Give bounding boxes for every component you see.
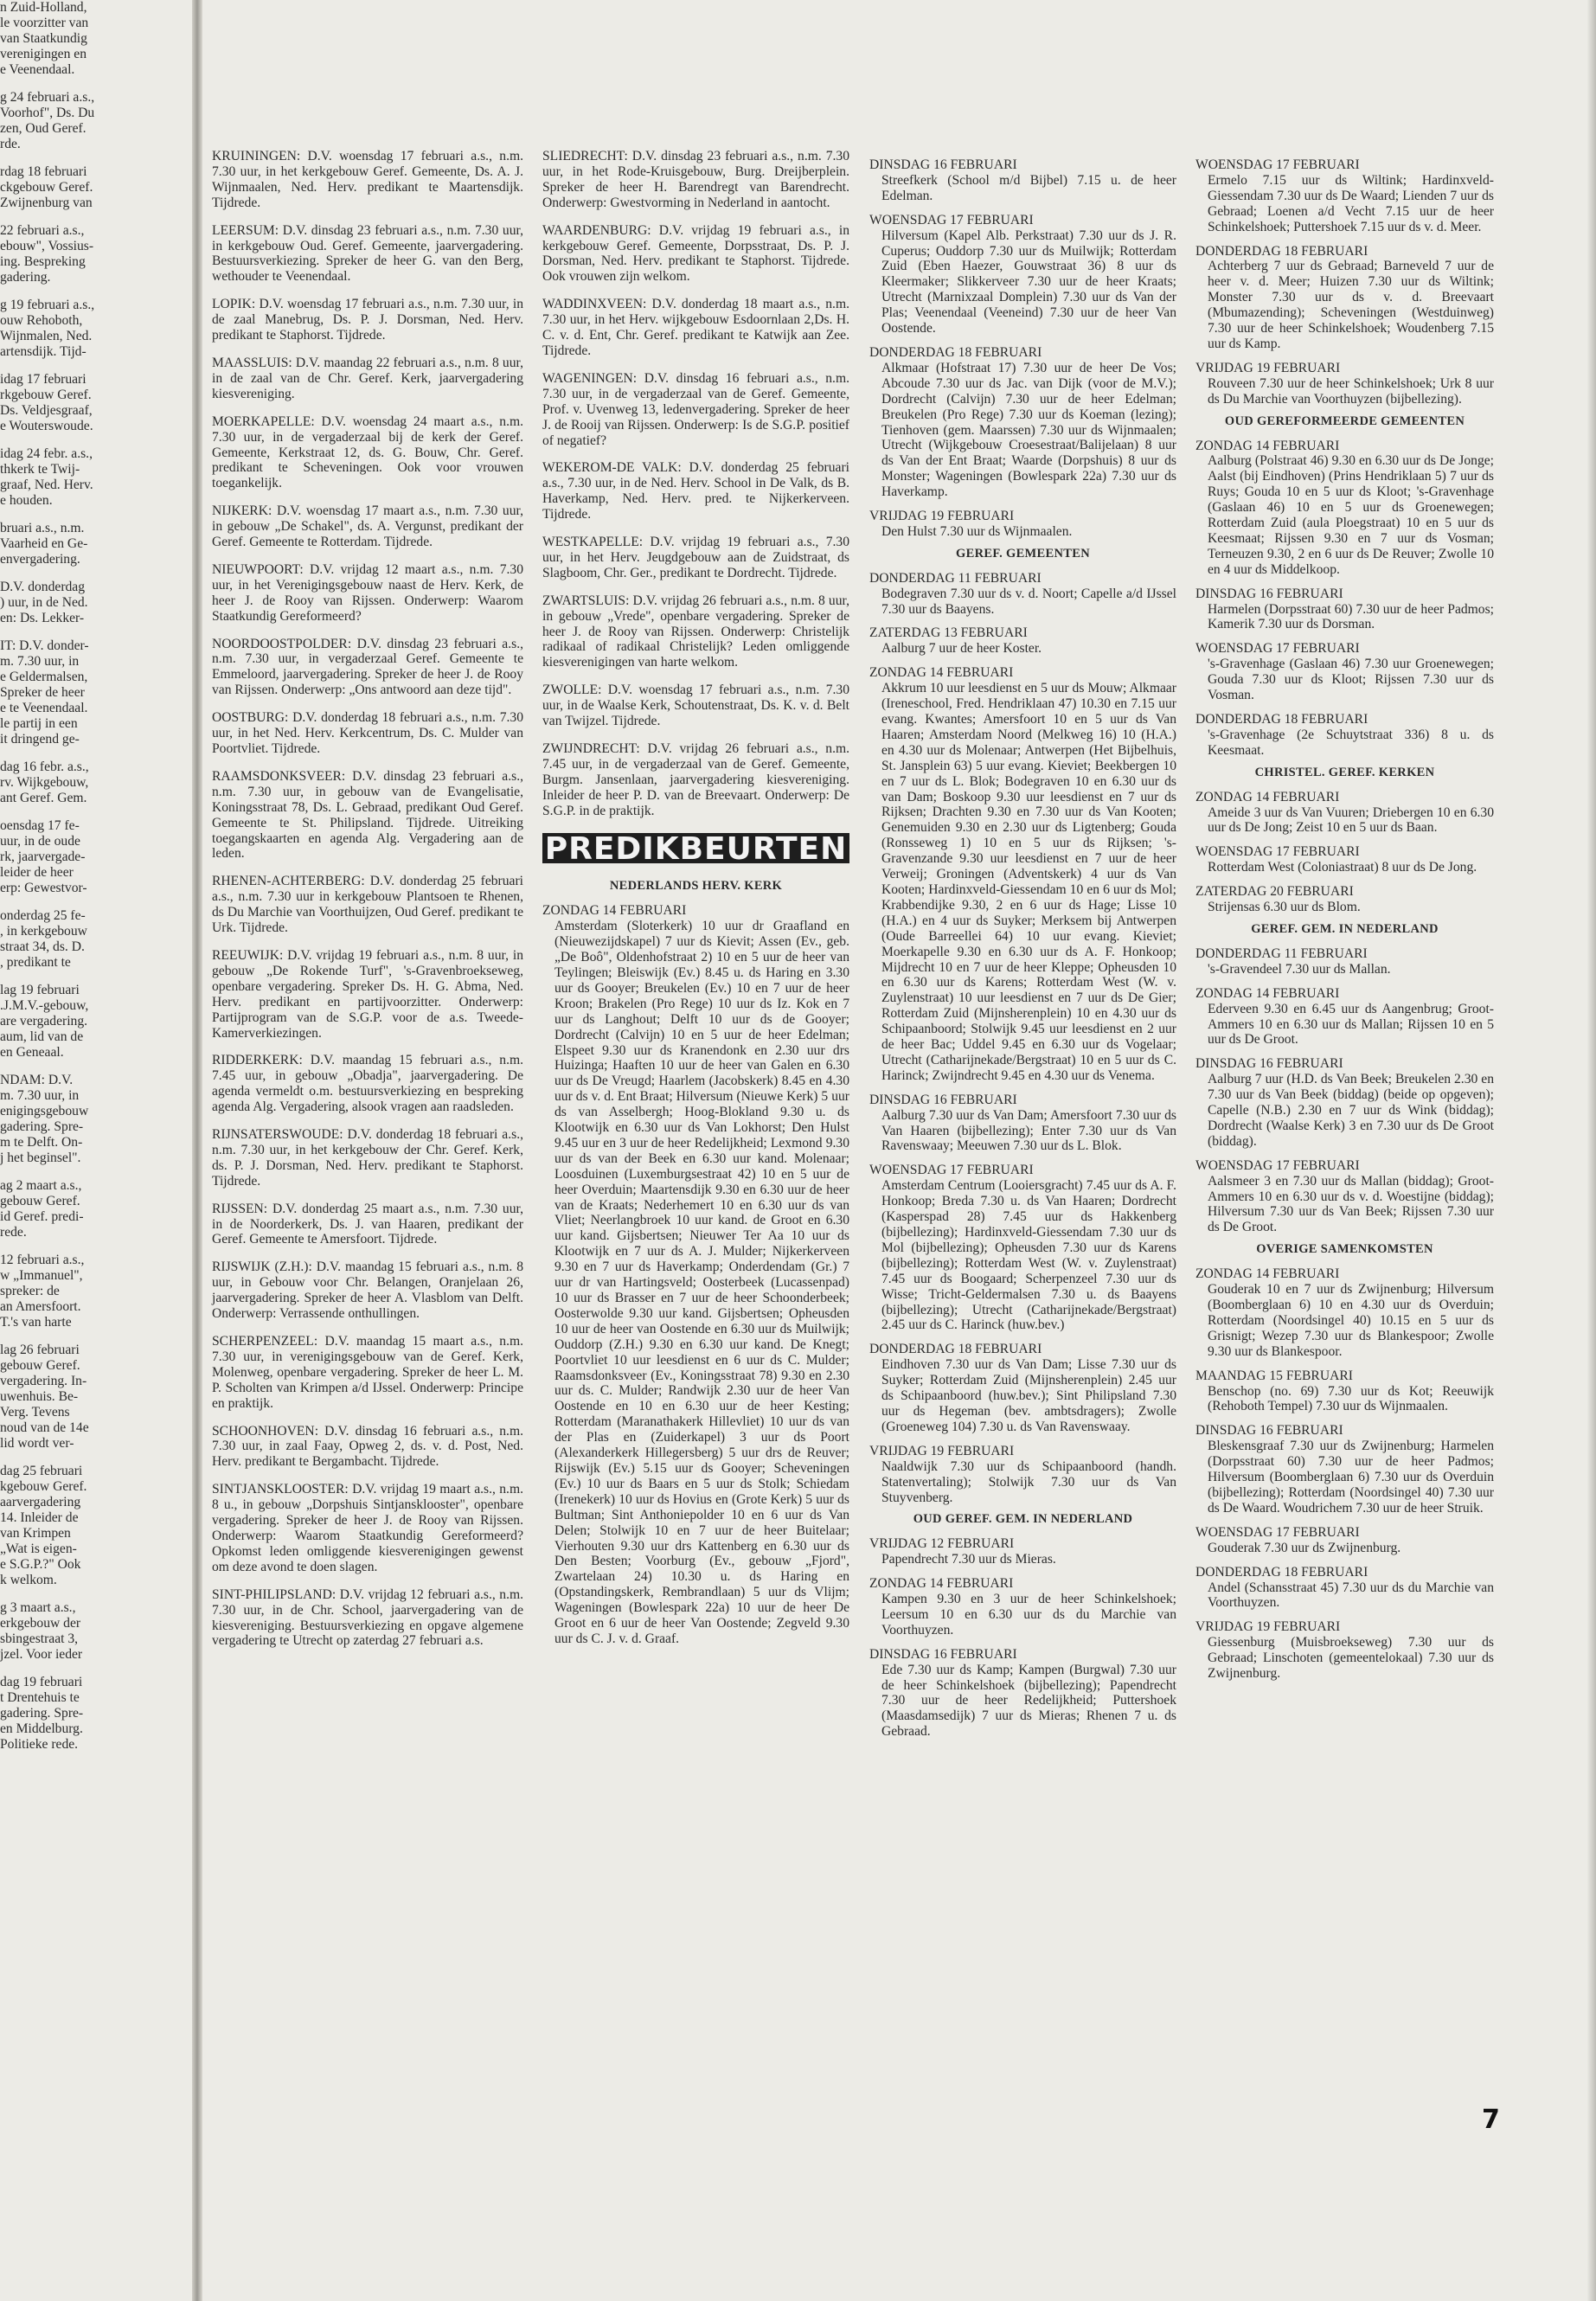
meeting-notice: SCHOONHOVEN: D.V. dinsdag 16 februari a.s., n.m. 7.30 uur, in zaal Faay, Opweg 2, ds. v. d. Post, Ned. Herv. predikant te Bergambacht. Tijdrede. [212, 1423, 523, 1470]
service-day-heading: VRIJDAG 19 FEBRUARI [869, 509, 1015, 524]
meeting-notice: RHENEN-ACHTERBERG: D.V. donderdag 25 februari a.s., n.m. 7.30 uur in kerkgebouw Plantsoen te Rhenen, ds Du Marchie van Voorthuijzen, Oud Geref. predikant te Urk. Tijdrede. [212, 874, 523, 936]
service-day-heading: ZONDAG 14 FEBRUARI [1195, 985, 1340, 1001]
service-listing: Bodegraven 7.30 uur ds v. d. Noort; Capelle a/d IJssel 7.30 uur ds Baayens. [881, 586, 1176, 617]
service-listing: 's-Gravenhage (2e Schuytstraat 336) 8 u. ds Keesmaat. [1208, 727, 1494, 758]
service-day-heading: WOENSDAG 17 FEBRUARI [869, 1163, 1034, 1178]
service-listing: Amsterdam Centrum (Looiersgracht) 7.45 uur ds A. F. Honkoop; Breda 7.30 u. ds Van Haaren; Dordrecht (Kasperspad 28) 7.45 uur ds Hakkenberg (bijbellezing); Hardinxveld-Giessendam 7.30 uur ds Mol (bijbellezing); Opheusden 7.30 uur ds Karens (bijbellezing); Rotterdam West (W. v. Zuylenstraat) 7.45 uur ds Boogaard; Scherpenzeel 7.30 uur ds Wisse; Tricht-Geldermalsen 7.30 u. ds Baayens (bijbellezing); Utrecht (Catharijnekade/Bergstraat) 2.45 uur ds C. Harinck (huw.bev.) [881, 1178, 1176, 1333]
meeting-notice: NIJKERK: D.V. woensdag 17 maart a.s., n.m. 7.30 uur, in gebouw „De Schakel", ds. A. Vergunst, predikant der Geref. Gemeente te Rotterdam. Tijdrede. [212, 503, 523, 550]
service-day-heading: ZONDAG 14 FEBRUARI [869, 665, 1014, 681]
meeting-notice: WAGENINGEN: D.V. dinsdag 16 februari a.s., n.m. 7.30 uur, in de vergaderzaal van de Geref. Gemeente, Prof. v. Uvenweg 13, ledenvergadering. Spreker de heer J. de Rooij van Rijssen. Onderwerp: Is de S.G.P. positief of negatief? [542, 370, 849, 448]
service-listing: Bleskensgraaf 7.30 uur ds Zwijnenburg; Harmelen (Dorpsstraat 60) 7.30 uur de heer Padmos; Hilversum (Boomberglaan 6) 7.30 uur ds Overduin (bijbellezing); Rotterdam (Noordsingel 40) 7.30 uur ds De Waard. Woudrichem 7.30 uur de heer Struik. [1208, 1439, 1494, 1516]
cropped-notice-fragment: g 24 februari a.s., Voorhof", Ds. Du zen, Oud Geref. rde. [0, 90, 95, 151]
banner-predikbeurten: PREDIKBEURTEN [542, 833, 849, 864]
column-meetings-1 [212, 149, 523, 1661]
service-day-heading: DONDERDAG 18 FEBRUARI [869, 344, 1042, 360]
page-gutter [192, 0, 202, 2301]
service-listing: Strijensas 6.30 uur ds Blom. [1208, 900, 1361, 915]
service-day-heading: WOENSDAG 17 FEBRUARI [869, 212, 1034, 228]
service-listing: Aalburg 7 uur (H.D. ds Van Beek; Breukelen 2.30 en 7.30 uur ds Van Beek (biddag) (beide op opgeven); Capelle (N.B.) 2.30 en 7 uur ds Wink (biddag); Dordrecht (Waalse Kerk) 3 en 7.30 uur ds De Groot (biddag). [1208, 1072, 1494, 1149]
cropped-notice-fragment: 12 februari a.s., w „Immanuel", spreker: de an Amersfoort. T.'s van harte [0, 1253, 85, 1330]
service-listing: Ede 7.30 uur ds Kamp; Kampen (Burgwal) 7.30 uur de heer Schinkelshoek (bijbellezing); Papendrecht 7.30 uur de heer Redelijkheid; Puttershoek (Maasdamsedijk) 7 uur ds Mieras; Rhenen 7 u. ds Gebraad. [881, 1662, 1176, 1740]
service-listing: Harmelen (Dorpsstraat 60) 7.30 uur de heer Padmos; Kamerik 7.30 uur ds Dorsman. [1208, 601, 1494, 632]
church-section-heading: GEREF. GEM. IN NEDERLAND [1251, 921, 1439, 936]
service-listing: Aalburg 7 uur de heer Koster. [881, 641, 1042, 657]
meeting-notice: SINTJANSKLOOSTER: D.V. vrijdag 19 maart a.s., n.m. 8 u., in gebouw „Dorpshuis Sintjansklooster", openbare vergadering. Spreker de heer J. de Rooy van Rijssen. Onderwerp: Waarom Staatkundig Gereformeerd? Opkomst leden omliggende kiesverenigingen gewenst om deze avond te doen slagen. [212, 1482, 523, 1574]
meeting-notice: KRUININGEN: D.V. woensdag 17 februari a.s., n.m. 7.30 uur, in het kerkgebouw Geref. Gemeente, Ds. A. J. Wijnmaalen, Ned. Herv. predikant te Maartensdijk. Tijdrede. [212, 149, 523, 210]
meeting-notice: LOPIK: D.V. woensdag 17 februari a.s., n.m. 7.30 uur, in de zaal Manebrug, Ds. P. J. Dorsman, Ned. Herv. predikant te Staphorst. Tijdrede. [212, 297, 523, 343]
service-day-heading: ZONDAG 14 FEBRUARI [869, 1576, 1014, 1592]
service-day-heading: WOENSDAG 17 FEBRUARI [1195, 641, 1360, 657]
service-listing: Papendrecht 7.30 uur ds Mieras. [881, 1552, 1056, 1567]
service-day-heading: DINSDAG 16 FEBRUARI [1195, 586, 1343, 601]
service-day-heading: DINSDAG 16 FEBRUARI [1195, 1423, 1343, 1439]
meeting-notice: WAARDENBURG: D.V. vrijdag 19 februari a.s., in kerkgebouw Geref. Gemeente, Dorpsstraat, Ds. P. J. Dorsman, Ned. Herv. predikant te Staphorst. Tijdrede. Ook vrouwen zijn welkom. [542, 222, 849, 285]
meeting-notice: WEKEROM-DE VALK: D.V. donderdag 25 februari a.s., 7.30 uur, in de Ned. Herv. School in De Valk, ds B. Haverkamp, Ned. Herv. pred. te Nijkerkerveen. Tijdrede. [542, 460, 849, 522]
page-number: 7 [1482, 2105, 1500, 2135]
service-listing: Hilversum (Kapel Alb. Perkstraat) 7.30 uur ds J. R. Cuperus; Ouddorp 7.30 uur ds Muilwijk; Rotterdam Zuid (Eben Haezer, Gouwstraat 36) 8 uur ds Kleermaker; Slikkerveer 7.30 uur de heer Kraats; Utrecht (Marnixzaal Domplein) 7.30 uur ds Van der Plas; Veenendaal (Veeneind) 7.30 uur de heer Van Oostende. [881, 228, 1176, 336]
service-day-heading: ZATERDAG 13 FEBRUARI [869, 625, 1028, 641]
cropped-notice-fragment: IT: D.V. donder- m. 7.30 uur, in e Geldermalsen, Spreker de heer e te Veenendaal. le partij in een it dringend ge- [0, 638, 89, 747]
church-section-heading: CHRISTEL. GEREF. KERKEN [1254, 765, 1435, 779]
church-section-heading: OVERIGE SAMENKOMSTEN [1256, 1242, 1433, 1257]
page-edge-shadow [1587, 0, 1596, 2301]
service-day-heading: DONDERDAG 11 FEBRUARI [1195, 945, 1368, 961]
service-day-heading: DONDERDAG 18 FEBRUARI [1195, 1564, 1368, 1580]
service-day-heading: WOENSDAG 17 FEBRUARI [1195, 1157, 1360, 1173]
church-section-heading: GEREF. GEMEENTEN [956, 546, 1090, 561]
meeting-notice: RIDDERKERK: D.V. maandag 15 februari a.s., n.m. 7.45 uur, in gebouw „Obadja", jaarvergadering. De agenda vermeldt o.m. bestuursverkiezing en bespreking agenda Alg. Vergadering, alsook vragen aan raadsleden. [212, 1053, 523, 1115]
service-day-heading: ZONDAG 14 FEBRUARI [542, 903, 687, 919]
service-listing: Ermelo 7.15 uur ds Wiltink; Hardinxveld-Giessendam 7.30 uur ds De Waard; Lienden 7 uur ds Gebraad; Loenen a/d Vecht 7.15 uur de heer Schinkelshoek; Puttershoek 7.15 uur ds v. d. Meer. [1208, 172, 1494, 234]
service-day-heading: DONDERDAG 18 FEBRUARI [1195, 712, 1368, 727]
service-day-heading: ZATERDAG 20 FEBRUARI [1195, 884, 1354, 900]
service-listing: Akkrum 10 uur leesdienst en 5 uur ds Mouw; Alkmaar (Ireneschool, Fred. Hendriklaan 47) 10.30 en 7.15 uur evang. Kwantes; Amersfoort 10 en 5 uur ds Van Haaren; Amsterdam Noord (Melkweg 16) 10 (H.A.) en 4.30 uur ds Molenaar; Antwerpen (Het Bijbelhuis, St. Jansplein 63) 5 uur evang. Kieviet; Beekbergen 10 en 7 uur ds L. Blok; Bodegraven 10 en 6.30 uur ds van Dam; Boskoop 9.30 uur leesdienst en 7 uur ds Rijksen; Drachten 9.30 en 7.30 uur ds Van Kooten; Genemuiden 9.30 en 2.30 uur ds Ligtenberg; Gouda (Ronsseweg 1) 10 en 5 uur ds Rijksen; 's-Gravenzande 9.30 uur leesdienst en 7 uur de heer Verweij; Groningen (Adventskerk) 4 uur ds Van Kooten; Hardinxveld-Giessendam 10 en 6 uur ds Mol; Krabbendijke 9.30, 2 en 6 uur ds Hage; Lisse 10 (H.A.) en 4 uur ds Suyker; Merksem bij Antwerpen (Oude Barreellei 64) 10 uur evang. Kieviet; Moerkapelle 9.30 en 6.30 uur ds A. F. Honkoop; Mijdrecht 10 en 7 uur de heer Kleppe; Opheusden 10 en 6.30 uur ds Karens; Rotterdam West (W. v. Zuylenstraat) 10 uur leesdienst en 7 uur ds De Gier; Rotterdam Zuid (Mijnsherenplein) 10 en 4.30 uur ds Schipaanboord; Stolwijk 9.45 uur leesdienst en 2 uur de heer Bac; Uddel 9.45 en 6.30 uur ds Vogelaar; Utrecht (Catharijnekade/Bergstraat) 10 en 5 uur ds C. Harinck; Zwijndrecht 9.45 en 4.30 uur ds Venema. [881, 681, 1176, 1083]
service-listing: Naaldwijk 7.30 uur ds Schipaanboord (handh. Statenvertaling); Stolwijk 7.30 uur ds Van Stuyvenberg. [881, 1458, 1176, 1505]
service-listing: 's-Gravendeel 7.30 uur ds Mallan. [1208, 961, 1391, 977]
meeting-notice: NIEUWPOORT: D.V. vrijdag 12 maart a.s., n.m. 7.30 uur, in het Verenigingsgebouw naast de Herv. Kerk, de heer J. de Rooy van Rijssen. Onderwerp: Waarom Staatkundig Gereformeerd? [212, 561, 523, 624]
cropped-notice-fragment: NDAM: D.V. m. 7.30 uur, in enigingsgebouw gadering. Spre- m te Delft. On- j het beginsel". [0, 1073, 89, 1165]
meeting-notice: SLIEDRECHT: D.V. dinsdag 23 februari a.s., n.m. 7.30 uur, in het Rode-Kruisgebouw, Burg. Dreijberplein. Spreker de heer H. Barendregt van Barendrecht. Onderwerp: Gwestvorming in Nederland in aantocht. [542, 149, 849, 210]
cropped-notice-fragment: g 3 maart a.s., erkgebouw der sbingestraat 3, jzel. Voor ieder [0, 1600, 83, 1662]
cropped-notice-fragment: oensdag 17 fe- uur, in de oude rk, jaarvergade- leider de heer erp: Gewestvor- [0, 818, 87, 895]
meeting-notice: MAASSLUIS: D.V. maandag 22 februari a.s., n.m. 8 uur, in de zaal van de Chr. Geref. Kerk, jaarvergadering kiesvereniging. [212, 355, 523, 401]
service-day-heading: ZONDAG 14 FEBRUARI [1195, 1266, 1340, 1282]
meeting-notice: WESTKAPELLE: D.V. vrijdag 19 februari a.s., 7.30 uur, in het Herv. Jeugdgebouw aan de Zuidstraat, ds Slagboom, Chr. Ger., predikant te Dordrecht. Tijdrede. [542, 535, 849, 580]
service-listing: Rouveen 7.30 uur de heer Schinkelshoek; Urk 8 uur ds Du Marchie van Voorthuyzen (bijbellezing). [1208, 375, 1494, 407]
service-listing: Andel (Schansstraat 45) 7.30 uur ds du Marchie van Voorthuyzen. [1208, 1580, 1494, 1611]
cropped-notice-fragment: dag 25 februari kgebouw Geref. aarvergadering 14. Inleider de van Krimpen „Wat is eigen- e S.G.P.?" Ook k welkom. [0, 1464, 87, 1587]
meeting-notice: ZWOLLE: D.V. woensdag 17 februari a.s., n.m. 7.30 uur, in de Waalse Kerk, Schoutenstraat, Ds. K. v. d. Belt van Twijzel. Tijdrede. [542, 683, 849, 729]
meeting-notice: SCHERPENZEEL: D.V. maandag 15 maart a.s., n.m. 7.30 uur, in verenigingsgebouw van de Geref. Kerk, Molenweg, openbare vergadering. Spreker de heer L. M. P. Scholten van Krimpen a/d IJssel. Onderwerp: Principe en praktijk. [212, 1334, 523, 1411]
service-listing: Giessenburg (Muisbroekseweg) 7.30 uur ds Gebraad; Linschoten (gemeentelokaal) 7.30 uur ds Zwijnenburg. [1208, 1635, 1494, 1682]
meeting-notice: RAAMSDONKSVEER: D.V. dinsdag 23 februari a.s., n.m. 7.30 uur, in gebouw van de Evangelisatie, Koningsstraat 78, Ds. L. Gebraad, predikant Oud Geref. Gemeente te St. Philipsland. Tijdrede. Uitreiking toegangskaarten en agenda Alg. Vergadering aan de leden. [212, 768, 523, 862]
service-listing: Alkmaar (Hofstraat 17) 7.30 uur de heer De Vos; Abcoude 7.30 uur ds Jac. van Dijk (voor de M.V.); Dordrecht (Calvijn) 7.30 uur de heer Edelman; Breukelen (Pro Rege) 7.30 uur ds Koeman (lezing); Tienhoven (gem. Maarssen) 7.30 uur ds Wijnmaalen; Utrecht (Wijkgebouw Croesestraat/Balijelaan) 8 uur ds Van der Ent Braat; Waarde (Dorpshuis) 8 uur ds Monster; Wageningen (Bowlespark 22a) 7.30 uur ds Haverkamp. [881, 360, 1176, 500]
meeting-notice: WADDINXVEEN: D.V. donderdag 18 maart a.s., n.m. 7.30 uur, in het Herv. wijkgebouw Esdoornlaan 2,Ds. H. C. v. d. Ent, Chr. Geref. predikant te Katwijk aan Zee. Tijdrede. [542, 297, 849, 358]
service-listing: Aalburg (Polstraat 46) 9.30 en 6.30 uur ds De Jonge; Aalst (bij Eindhoven) (Prins Hendriklaan 5) 7 uur ds Ruys; Gouda 10 en 5 uur ds Kloot; 's-Gravenhage (Gaslaan 46) 10 en 5 uur ds Groenewegen; Rotterdam Zuid (aula Ploegstraat) 10 en 5 uur ds Keesmaat; Rijssen 9.30 en 7 uur ds Vosman; Terneuzen 9.30, 2 en 6 uur ds De Reuver; Zwolle 10 en 4 uur ds Middelkoop. [1208, 453, 1494, 577]
sermon-listings-start [542, 879, 849, 1646]
column-meetings-2-list [542, 149, 849, 819]
cropped-notice-fragment: ag 2 maart a.s., gebouw Geref. id Geref. predi- rede. [0, 1178, 84, 1240]
service-day-heading: DINSDAG 16 FEBRUARI [1195, 1056, 1343, 1072]
meeting-notice: MOERKAPELLE: D.V. woensdag 24 maart a.s., n.m. 7.30 uur, in de vergaderzaal bij de kerk der Geref. Gemeente, Kerkstraat 12, ds. G. Bouw, Chr. Geref. predikant te Scheveningen. Ook voor vrouwen toegankelijk. [212, 413, 523, 491]
cropped-notice-fragment: rdag 18 februari ckgebouw Geref. Zwijnenburg van [0, 164, 93, 210]
service-listing: Benschop (no. 69) 7.30 uur ds Kot; Reeuwijk (Rehoboth Tempel) 7.30 uur ds Wijnmaalen. [1208, 1383, 1494, 1414]
meeting-notice: RIJSSEN: D.V. donderdag 25 maart a.s., n.m. 7.30 uur, in de Noorderkerk, Ds. J. van Haaren, predikant der Geref. Gemeente te Amersfoort. Tijdrede. [212, 1201, 523, 1247]
meeting-notice: REEUWIJK: D.V. vrijdag 19 februari a.s., n.m. 8 uur, in gebouw „De Rokende Turf", 's-Gravenbroekseweg, openbare vergadering. Spreker Ds. H. G. Abma, Ned. Herv. predikant en partijvoorzitter. Onderwerp: Partijprogram van de S.G.P. voor de a.s. Tweede-Kamerverkiezingen. [212, 947, 523, 1041]
church-section-heading: OUD GEREF. GEM. IN NEDERLAND [913, 1512, 1133, 1527]
service-day-heading: DINSDAG 16 FEBRUARI [869, 1092, 1017, 1107]
cropped-notice-fragment: dag 19 februari t Drentehuis te gadering. Spre- en Middelburg. Politieke rede. [0, 1675, 84, 1752]
column-sermons-1 [869, 149, 1176, 1743]
cropped-notice-fragment: idag 24 febr. a.s., thkerk te Twij- graaf, Ned. Herv. e houden. [0, 446, 93, 508]
cropped-notice-fragment: n Zuid-Holland, le voorzitter van van Staatkundig verenigingen en e Veenendaal. [0, 0, 89, 77]
cropped-notice-fragment: bruari a.s., n.m. Vaarheid en Ge- envergadering. [0, 521, 88, 567]
service-day-heading: WOENSDAG 17 FEBRUARI [1195, 1524, 1360, 1540]
cropped-notice-fragment: D.V. donderdag ) uur, in de Ned. en: Ds. Lekker- [0, 580, 88, 625]
service-listing: Gouderak 10 en 7 uur ds Zwijnenburg; Hilversum (Boomberglaan 6) 10 en 4.30 uur ds Overduin; Rotterdam (Noordsingel 40) 10.15 en 5 uur ds Grisnigt; Wezep 7.30 uur ds Blankespoor; Zwolle 9.30 uur ds Blankespoor. [1208, 1282, 1494, 1359]
meeting-notice: OOSTBURG: D.V. donderdag 18 februari a.s., n.m. 7.30 uur, in het Ned. Herv. Kerkcentrum, Ds. C. Mulder van Poortvliet. Tijdrede. [212, 710, 523, 756]
service-day-heading: DONDERDAG 18 FEBRUARI [869, 1342, 1042, 1357]
service-day-heading: WOENSDAG 17 FEBRUARI [1195, 157, 1360, 172]
service-listing: 's-Gravenhage (Gaslaan 46) 7.30 uur Groenewegen; Gouda 7.30 uur ds Kloot; Rijssen 7.30 uur ds Vosman. [1208, 657, 1494, 703]
service-listing: Rotterdam West (Coloniastraat) 8 uur ds De Jong. [1208, 860, 1477, 875]
service-listing: Aalburg 7.30 uur ds Van Dam; Amersfoort 7.30 uur ds Van Haaren (bijbellezing); Enter 7.30 uur ds Van Ravenswaay; Meeuwen 7.30 uur ds L. Blok. [881, 1107, 1176, 1154]
column-meetings-2 [542, 149, 849, 1650]
service-listing: Eindhoven 7.30 uur ds Van Dam; Lisse 7.30 uur ds Suyker; Rotterdam Zuid (Mijnsherenplein) 2.45 uur ds Schipaanboord (huw.bev.); Sint Philipsland 7.30 uur ds Hegeman (bev. ambtsdragers); Zwolle (Groeneweg 104) 7.30 u. ds Van Ravenswaay. [881, 1357, 1176, 1434]
service-listing: Ederveen 9.30 en 6.45 uur ds Aangenbrug; Groot-Ammers 10 en 6.30 uur ds Mallan; Rijssen 10 en 5 uur ds De Groot. [1208, 1001, 1494, 1048]
meeting-notice: RIJNSATERSWOUDE: D.V. donderdag 18 februari a.s., n.m. 7.30 uur, in het kerkgebouw der Chr. Geref. Kerk, ds. P. J. Dorsman, Ned. Herv. predikant te Staphorst. Tijdrede. [212, 1127, 523, 1189]
meeting-notice: NOORDOOSTPOLDER: D.V. dinsdag 23 februari a.s., n.m. 7.30 uur, in vergaderzaal Geref. Gemeente te Emmeloord, jaarvergadering. Spreker de heer J. de Rooy van Rijssen. Onderwerp: „Ons antwoord aan deze tijd". [212, 636, 523, 698]
service-day-heading: ZONDAG 14 FEBRUARI [1195, 438, 1340, 453]
service-listing: Ameide 3 uur ds Van Vuuren; Driebergen 10 en 6.30 uur ds De Jong; Zeist 10 en 5 uur ds Baan. [1208, 804, 1494, 836]
service-day-heading: DONDERDAG 11 FEBRUARI [869, 570, 1042, 586]
cropped-notice-fragment: g 19 februari a.s., ouw Rehoboth, Wijnmalen, Ned. artensdijk. Tijd- [0, 298, 95, 359]
service-listing: Gouderak 7.30 uur ds Zwijnenburg. [1208, 1540, 1401, 1555]
service-day-heading: VRIJDAG 19 FEBRUARI [1195, 360, 1341, 375]
cropped-notice-fragment: idag 17 februari rkgebouw Geref. Ds. Veldjesgraaf, e Wouterswoude. [0, 372, 93, 433]
cropped-notice-fragment: lag 19 februari .J.M.V.-gebouw, are vergadering. aum, lid van de en Geneaal. [0, 983, 89, 1060]
service-listing: Den Hulst 7.30 uur ds Wijnmaalen. [881, 523, 1073, 539]
meeting-notice: RIJSWIJK (Z.H.): D.V. maandag 15 februari a.s., n.m. 8 uur, in Gebouw voor Chr. Belangen, Oranjelaan 26, jaarvergadering. Spreker de heer A. Vlasblom van Delft. Onderwerp: Verrassende onthullingen. [212, 1259, 523, 1322]
cropped-notice-fragment: onderdag 25 fe- , in kerkgebouw straat 34, ds. D. , predikant te [0, 908, 87, 970]
cropped-notice-fragment: 22 februari a.s., ebouw", Vossius- ing. Bespreking gadering. [0, 223, 94, 285]
service-day-heading: VRIJDAG 12 FEBRUARI [869, 1536, 1015, 1552]
church-section-heading: OUD GEREFORMEERDE GEMEENTEN [1224, 413, 1465, 428]
service-day-heading: VRIJDAG 19 FEBRUARI [1195, 1619, 1341, 1635]
service-listing: Achterberg 7 uur ds Gebraad; Barneveld 7 uur de heer v. d. Meer; Huizen 7.30 uur ds Wiltink; Monster 7.30 uur ds v. d. Breevaart (Mbumazending); Scheveningen (Westduinweg) 7.30 uur de heer Schinkelshoek; Woudenberg 7.15 uur ds Kamp. [1208, 259, 1494, 351]
service-day-heading: DONDERDAG 18 FEBRUARI [1195, 243, 1368, 259]
column-sermons-2 [1195, 149, 1494, 1685]
service-listing: Streefkerk (School m/d Bijbel) 7.15 u. de heer Edelman. [881, 172, 1176, 203]
service-day-heading: ZONDAG 14 FEBRUARI [1195, 789, 1340, 804]
service-day-heading: DINSDAG 16 FEBRUARI [869, 1646, 1017, 1662]
left-page-column [0, 0, 186, 1753]
meeting-notice: SINT-PHILIPSLAND: D.V. vrijdag 12 februari a.s., n.m. 7.30 uur, in de Chr. School, jaarvergadering van de kiesvereniging. Bestuursverkiezing en opgave algemene vergadering te Utrecht op zaterdag 27 februari a.s. [212, 1586, 523, 1649]
service-day-heading: WOENSDAG 17 FEBRUARI [1195, 844, 1360, 860]
cropped-notice-fragment: dag 16 febr. a.s., rv. Wijkgebouw, ant Geref. Gem. [0, 760, 89, 805]
cropped-notice-fragment: lag 26 februari gebouw Geref. vergadering. In- uwenhuis. Be- Verg. Tevens noud van de 14e lid wordt ver- [0, 1343, 89, 1451]
meeting-notice: LEERSUM: D.V. dinsdag 23 februari a.s., n.m. 7.30 uur, in kerkgebouw Oud. Geref. Gemeente, jaarvergadering. Bestuursverkiezing. Spreker de heer G. van den Berg, wethouder te Veenendaal. [212, 222, 523, 285]
service-listing: Aalsmeer 3 en 7.30 uur ds Mallan (biddag); Groot-Ammers 10 en 6.30 uur ds v. d. Woestijne (biddag); Hilversum 7.30 uur ds Van Beek; Rijssen 7.30 uur ds De Groot. [1208, 1173, 1494, 1235]
service-day-heading: MAANDAG 15 FEBRUARI [1195, 1368, 1353, 1383]
service-listing: Kampen 9.30 en 3 uur de heer Schinkelshoek; Leersum 10 en 6.30 uur ds du Marchie van Voorthuyzen. [881, 1592, 1176, 1638]
meeting-notice: ZWARTSLUIS: D.V. vrijdag 26 februari a.s., n.m. 8 uur, in gebouw „Vrede", openbare vergadering. Spreker de heer J. de Rooy van Rijssen. Onderwerp: Christelijk radikaal of radikaal Christelijk? Leden omliggende kiesverenigingen van harte welkom. [542, 593, 849, 670]
meeting-notice: ZWIJNDRECHT: D.V. vrijdag 26 februari a.s., n.m. 7.45 uur, in de vergaderzaal van de Geref. Gemeente, Burgm. Jansenlaan, jaarvergadering kiesvereniging. Inleider de heer P. D. van de Breevaart. Onderwerp: De S.G.P. in de praktijk. [542, 741, 849, 818]
service-day-heading: VRIJDAG 19 FEBRUARI [869, 1443, 1015, 1458]
church-section-heading: NEDERLANDS HERV. KERK [609, 879, 783, 894]
service-listing: Amsterdam (Sloterkerk) 10 uur dr Graafland en (Nieuwezijdskapel) 7 uur ds Kievit; Assen (Ev., geb. „De Boô", Oldenhofstraat 2) 10 en 5 uur de heer van Teylingen; Bleiswijk (Ev.) 8.45 u. ds Haring en 3.30 uur ds Gooyer; Breukelen (Ev.) 10 en 7 uur de heer Kroon; Brakelen (Pro Rege) 10 uur ds Iz. Kok en 7 uur ds Langhout; Delft 10 uur ds de Gooyer; Dordrecht (Calvijn) 10 en 5 uur de heer Edelman; Elspeet 9.30 uur ds Kranendonk en 2.30 uur drs Huizinga; Haaften 10 uur de heer van Galen en 6.30 uur ds De Vreugd; Haarlem (Jacobskerk) 8.45 en 4.30 uur ds v. d. Ent Braat; Hilversum (Nieuwe Kerk) 5 uur ds van Asselbergh; Hoog-Blokland 9.30 u. ds Klootwijk en 6.30 uur ds Van Lokhorst; Den Hulst 9.45 uur en 3 uur de heer Redelijkheid; Lexmond 9.30 uur ds van der Beek en 6.30 uur kand. Molenaar; Loosduinen (Luxemburgsestraat 42) 10 en 5 uur de heer Overduin; Maartensdijk 9.30 en 6.30 uur de heer van de Kraats; Nederhemert 10 en 6.30 uur ds van Vliet; Neerlangbroek 10 uur kand. de Groot en 6.30 uur kand. Gijsbertsen; Nieuwer Ter Aa 10 uur ds Klootwijk en 7 uur ds A. J. Mulder; Nijkerkerveen 9.30 en 7 uur ds Haverkamp; Onderdendam (Gr.) 7 uur dr van Hartingsveld; Oosterbeek (Lucassenpad) 10 uur ds Brasser en 7 uur de heer Schoonderbeek; Oosterwolde 9.30 uur kand. Gijsbertsen; Opheusden 10 uur de heer van Oostende en 6.30 uur ds Muilwijk; Ouddorp (Z.H.) 9.30 en 6.30 uur kand. De Knegt; Poortvliet 10 uur leesdienst en 6 uur ds C. Mulder; Raamsdonksveer (Ev., Koningsstraat 78) 9.30 en 2.30 uur ds. C. Mulder; Randwijk 2.30 uur de heer Van Oostende en 10 en 6.30 uur de heer Kesting; Rotterdam (Maranathakerk Hillevliet) 10 uur ds van der Plas en (Zuiderkapel) 3 uur ds Poort (Alexanderkerk Hillegersberg) 5 uur drs de Reuver; Rijswijk (Ev.) 5.15 uur ds Gooyer; Scheveningen (Ev.) 10 uur ds Baars en 5 uur ds Stolk; Schiedam (Irenekerk) 10 uur ds Hovius en (Grote Kerk) 5 uur ds Bultman; Sint Anthoniepolder 10 en 6 uur ds Van Delen; Stolwijk 10 en 7 uur de heer Buitelaar; Vierhouten 9.30 uur drs Kattenberg en 6.30 uur ds Den Besten; Voorburg (Ev., gebouw „Fjord", Zwartelaan 24) 10.30 u. ds Haring en (Opstandingskerk, Rembrandlaan) 5 uur ds Vlijm; Wageningen (Bowlespark 22a) 10 uur de heer De Groot en 6 uur de heer Van Oostende; Zegveld 9.30 uur ds C. J. v. d. Graaf. [554, 919, 849, 1646]
service-day-heading: DINSDAG 16 FEBRUARI [869, 157, 1017, 172]
